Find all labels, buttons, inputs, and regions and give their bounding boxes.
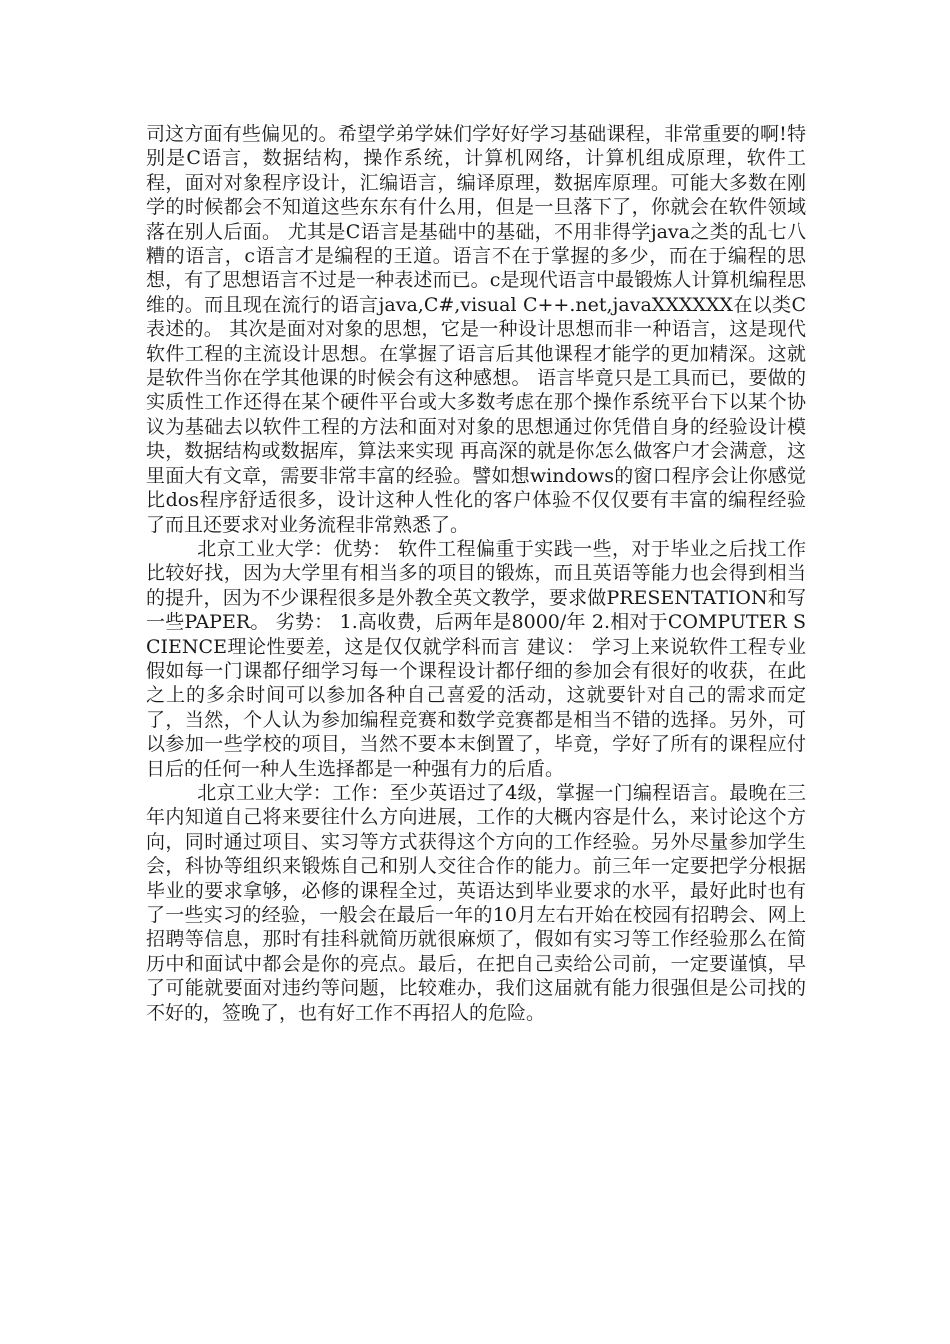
document-body [146, 122, 806, 1025]
paragraph-work: 北京工业大学：工作：至少英语过了4级，掌握一门编程语言。最晚在三年内知道自己将来要往什么方向进展，工作的大概内容是什么，来讨论这个方向，同时通过项目、实习等方式获得这个方向的工作经验。另外尽量参加学生会，科协等组织来锻炼自己和别人交往合作的能力。前三年一定要把学分根据毕业的要求拿够，必修的课程全过，英语达到毕业要求的水平，最好此时也有了一些实习的经验，一般会在最后一年的10月左右开始在校园有招聘会、网上招聘等信息，那时有挂科就简历就很麻烦了，假如有实习等工作经验那么在简历中和面试中都会是你的亮点。最后，在把自己卖给公司前，一定要谨慎，早了可能就要面对违约等问题，比较难办，我们这届就有能力很强但是公司找的不好的，签晚了，也有好工作不再招人的危险。 [146, 781, 806, 1024]
paragraph-intro: 司这方面有些偏见的。希望学弟学妹们学好好学习基础课程，非常重要的啊!特别是C语言，数据结构，操作系统，计算机网络，计算机组成原理，软件工程，面对对象程序设计，汇编语言，编译原理，数据库原理。可能大多数在刚学的时候都会不知道这些东东有什么用，但是一旦落下了，你就会在软件领域落在别人后面。 尤其是C语言是基础中的基础，不用非得学java之类的乱七八糟的语言，c语言才是编程的王道。语言不在于掌握的多少，而在于编程的思想，有了思想语言不过是一种表述而已。c是现代语言中最锻炼人计算机编程思维的。而且现在流行的语言java,C#,visual C++.net,javaXXXXXX在以类C表述的。 其次是面对对象的思想，它是一种设计思想而非一种语言，这是现代软件工程的主流设计思想。在掌握了语言后其他课程才能学的更加精深。这就是软件当你在学其他课的时候会有这种感想。 语言毕竟只是工具而已，要做的实质性工作还得在某个硬件平台或大多数考虑在那个操作系统平台下以某个协议为基础去以软件工程的方法和面对对象的思想通过你凭借自身的经验设计模块，数据结构或数据库，算法来实现 再高深的就是你怎么做客户才会满意，这里面大有文章，需要非常丰富的经验。譬如想windows的窗口程序会让你感觉比dos程序舒适很多，设计这种人性化的客户体验不仅仅要有丰富的编程经验了而且还要求对业务流程非常熟悉了。 [146, 123, 806, 536]
paragraph-advantages: 北京工业大学：优势： 软件工程偏重于实践一些，对于毕业之后找工作比较好找，因为大学里有相当多的项目的锻炼，而且英语等能力也会得到相当的提升，因为不少课程很多是外教全英文教学，要求做PRESENTATION和写一些PAPER。 劣势： 1.高收费，后两年是8000/年 2.相对于COMPUTER SCIENCE理论性要差，这是仅仅就学科而言 建议： 学习上来说软件工程专业假如每一门课都仔细学习每一个课程设计都仔细的参加会有很好的收获，在此之上的多余时间可以参加各种自己喜爱的活动，这就要针对自己的需求而定了，当然，个人认为参加编程竞赛和数学竞赛都是相当不错的选择。另外，可以参加一些学校的项目，当然不要本末倒置了，毕竟，学好了所有的课程应付日后的任何一种人生选择都是一种强有力的后盾。 [146, 537, 806, 780]
